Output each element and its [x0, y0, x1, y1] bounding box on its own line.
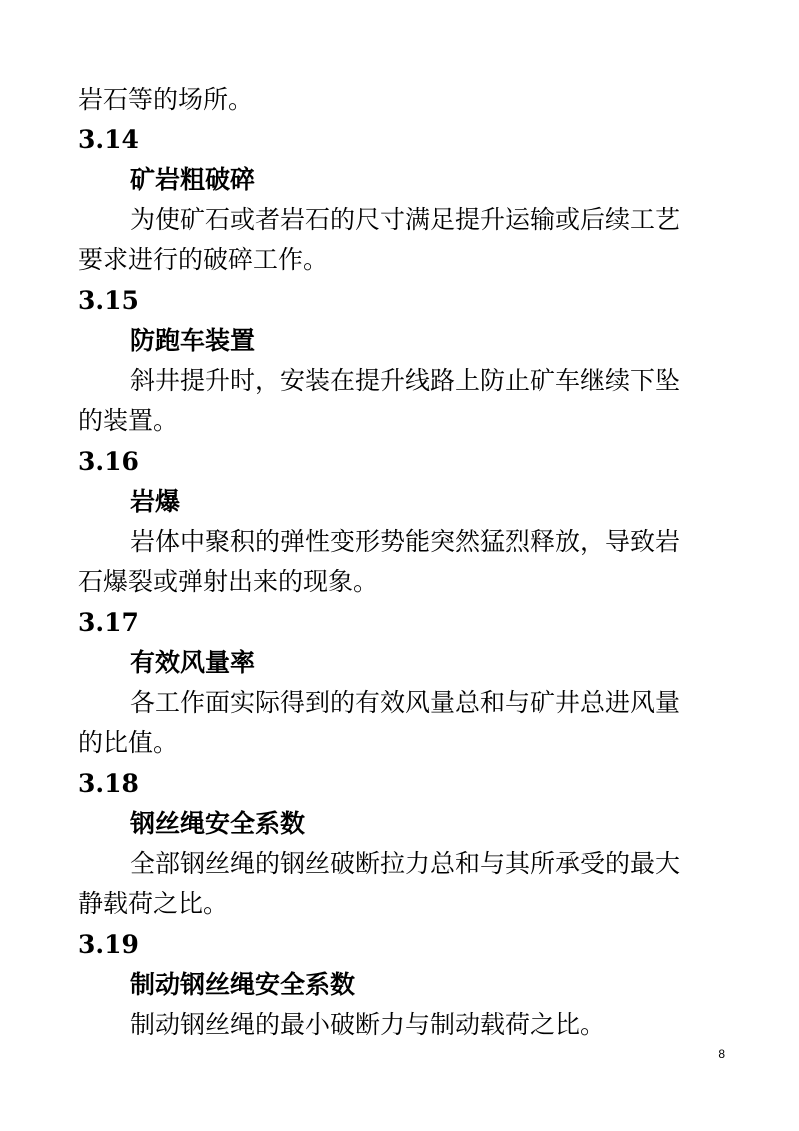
definition-3-18-line-1: 全部钢丝绳的钢丝破断拉力总和与其所承受的最大	[130, 849, 681, 878]
term-title-3-19: 制动钢丝绳安全系数	[130, 970, 356, 999]
term-title-3-14: 矿岩粗破碎	[130, 165, 256, 194]
section-number-3-19: 3.19	[78, 930, 139, 959]
section-number-3-15: 3.15	[78, 286, 139, 315]
definition-3-16-line-1: 岩体中聚积的弹性变形势能突然猛烈释放，导致岩	[130, 527, 681, 556]
definition-3-19-line-1: 制动钢丝绳的最小破断力与制动载荷之比。	[130, 1010, 606, 1039]
section-number-3-14: 3.14	[78, 125, 139, 154]
definition-3-16-line-2: 石爆裂或弹射出来的现象。	[78, 567, 379, 596]
definition-3-14-line-2: 要求进行的破碎工作。	[78, 245, 329, 274]
section-number-3-17: 3.17	[78, 608, 139, 637]
section-number-3-18: 3.18	[78, 769, 139, 798]
definition-3-18-line-2: 静载荷之比。	[78, 889, 229, 918]
definition-3-15-line-1: 斜井提升时，安装在提升线路上防止矿车继续下坠	[130, 366, 681, 395]
definition-3-15-line-2: 的装置。	[78, 406, 179, 435]
term-title-3-15: 防跑车装置	[130, 326, 256, 355]
definition-3-17-line-2: 的比值。	[78, 728, 179, 757]
term-title-3-18: 钢丝绳安全系数	[130, 809, 306, 838]
page-number: 8	[718, 1047, 725, 1061]
term-title-3-16: 岩爆	[130, 487, 181, 516]
continuation-text: 岩石等的场所。	[78, 85, 254, 114]
definition-3-14-line-1: 为使矿石或者岩石的尺寸满足提升运输或后续工艺	[130, 205, 681, 234]
term-title-3-17: 有效风量率	[130, 648, 256, 677]
section-number-3-16: 3.16	[78, 447, 139, 476]
definition-3-17-line-1: 各工作面实际得到的有效风量总和与矿井总进风量	[130, 688, 681, 717]
